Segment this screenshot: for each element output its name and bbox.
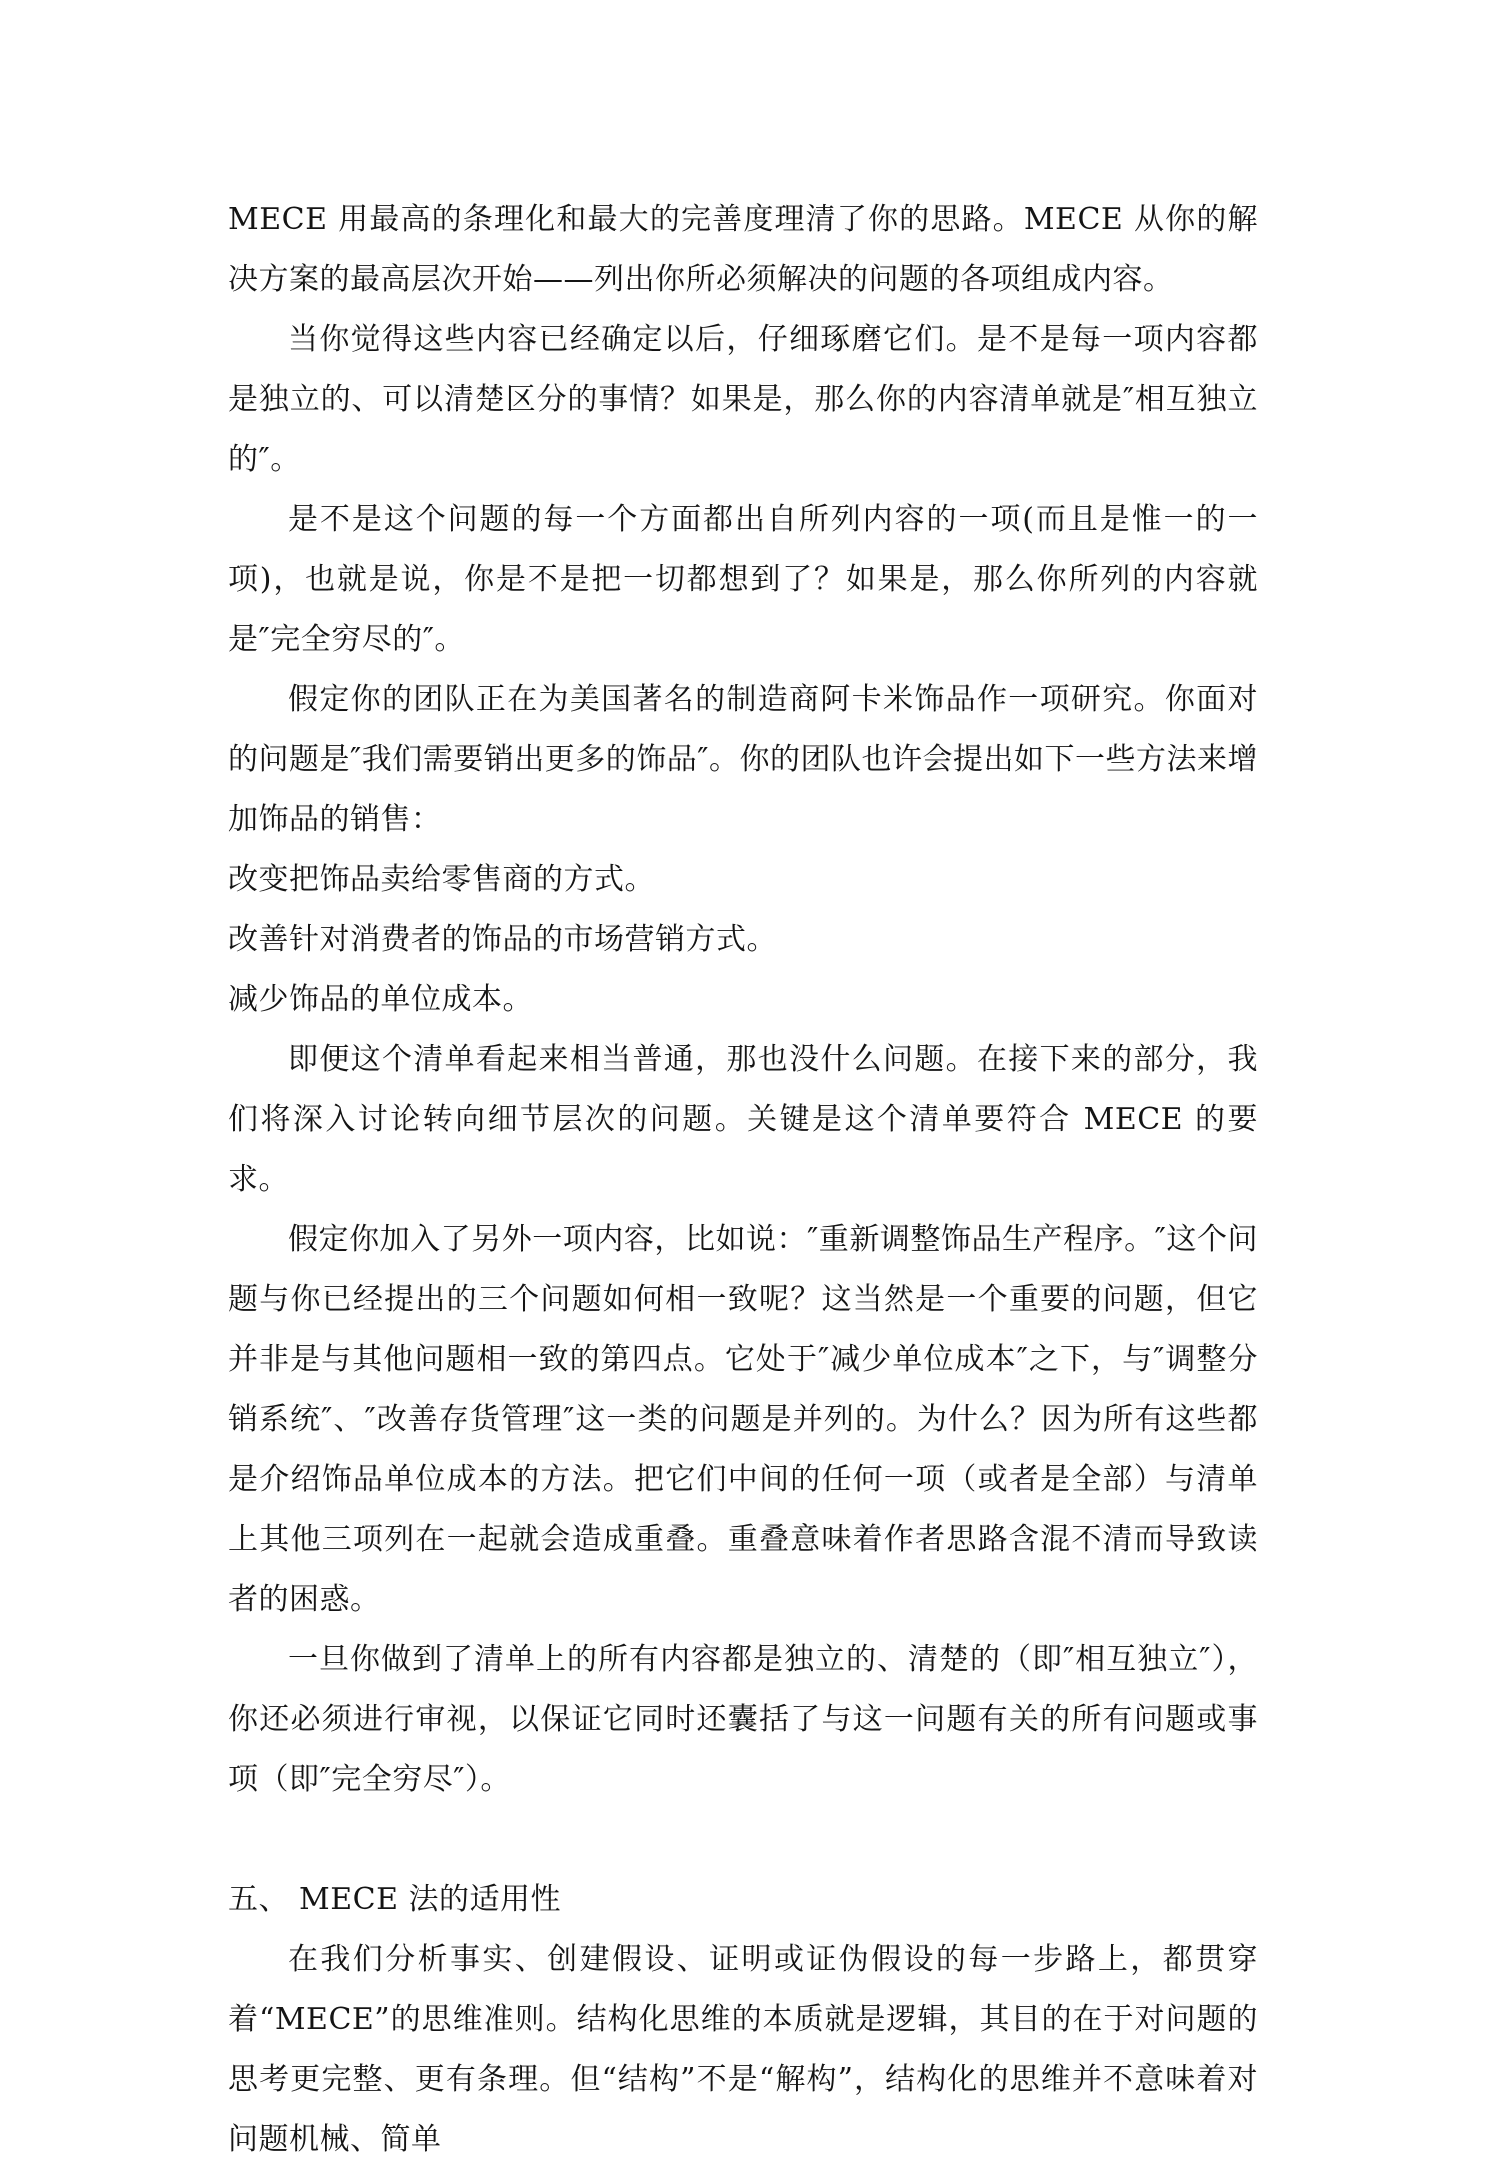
- paragraph: 假定你的团队正在为美国著名的制造商阿卡米饰品作一项研究。你面对的问题是″我们需要销出更多的饰品″。你的团队也许会提出如下一些方法来增加饰品的销售：: [228, 682, 1258, 837]
- paragraph: 当你觉得这些内容已经确定以后，仔细琢磨它们。是不是每一项内容都是独立的、可以清楚区分的事情？如果是，那么你的内容清单就是″相互独立的″。: [228, 322, 1258, 477]
- paragraph: 是不是这个问题的每一个方面都出自所列内容的一项(而且是惟一的一项)，也就是说，你是不是把一切都想到了？如果是，那么你所列的内容就是″完全穷尽的″。: [228, 502, 1259, 657]
- paragraph: 假定你加入了另外一项内容，比如说：″重新调整饰品生产程序。″这个问题与你已经提出的三个问题如何相一致呢？这当然是一个重要的问题，但它并非是与其他问题相一致的第四点。它处于″减少单位成本″之下，与″调整分销系统″、″改善存货管理″这一类的问题是并列的。为什么？因为所有这些都是介绍饰品单位成本的方法。把它们中间的任何一项（或者是全部）与清单上其他三项列在一起就会造成重叠。重叠意味着作者思路含混不清而导致读者的困惑。: [228, 1222, 1258, 1617]
- paragraph: 即便这个清单看起来相当普通，那也没什么问题。在接下来的部分，我们将深入讨论转向细节层次的问题。关键是这个清单要符合 MECE 的要求。: [228, 1042, 1258, 1197]
- list-item: 改变把饰品卖给零售商的方式。: [228, 862, 655, 897]
- document-body: [228, 190, 1258, 2170]
- list-item: 减少饰品的单位成本。: [228, 982, 533, 1017]
- paragraph: 在我们分析事实、创建假设、证明或证伪假设的每一步路上，都贯穿着“MECE”的思维准则。结构化思维的本质就是逻辑，其目的在于对问题的思考更完整、更有条理。但“结构”不是“解构”，结构化的思维并不意味着对问题机械、简单: [228, 1942, 1258, 2157]
- paragraph: 一旦你做到了清单上的所有内容都是独立的、清楚的（即″相互独立″），你还必须进行审视，以保证它同时还囊括了与这一问题有关的所有问题或事项（即″完全穷尽″）。: [228, 1642, 1258, 1797]
- paragraph: MECE 用最高的条理化和最大的完善度理清了你的思路。MECE 从你的解决方案的最高层次开始——列出你所必须解决的问题的各项组成内容。: [228, 202, 1258, 297]
- section-heading: 五、 MECE 法的适用性: [228, 1882, 562, 1917]
- list-item: 改善针对消费者的饰品的市场营销方式。: [228, 922, 777, 957]
